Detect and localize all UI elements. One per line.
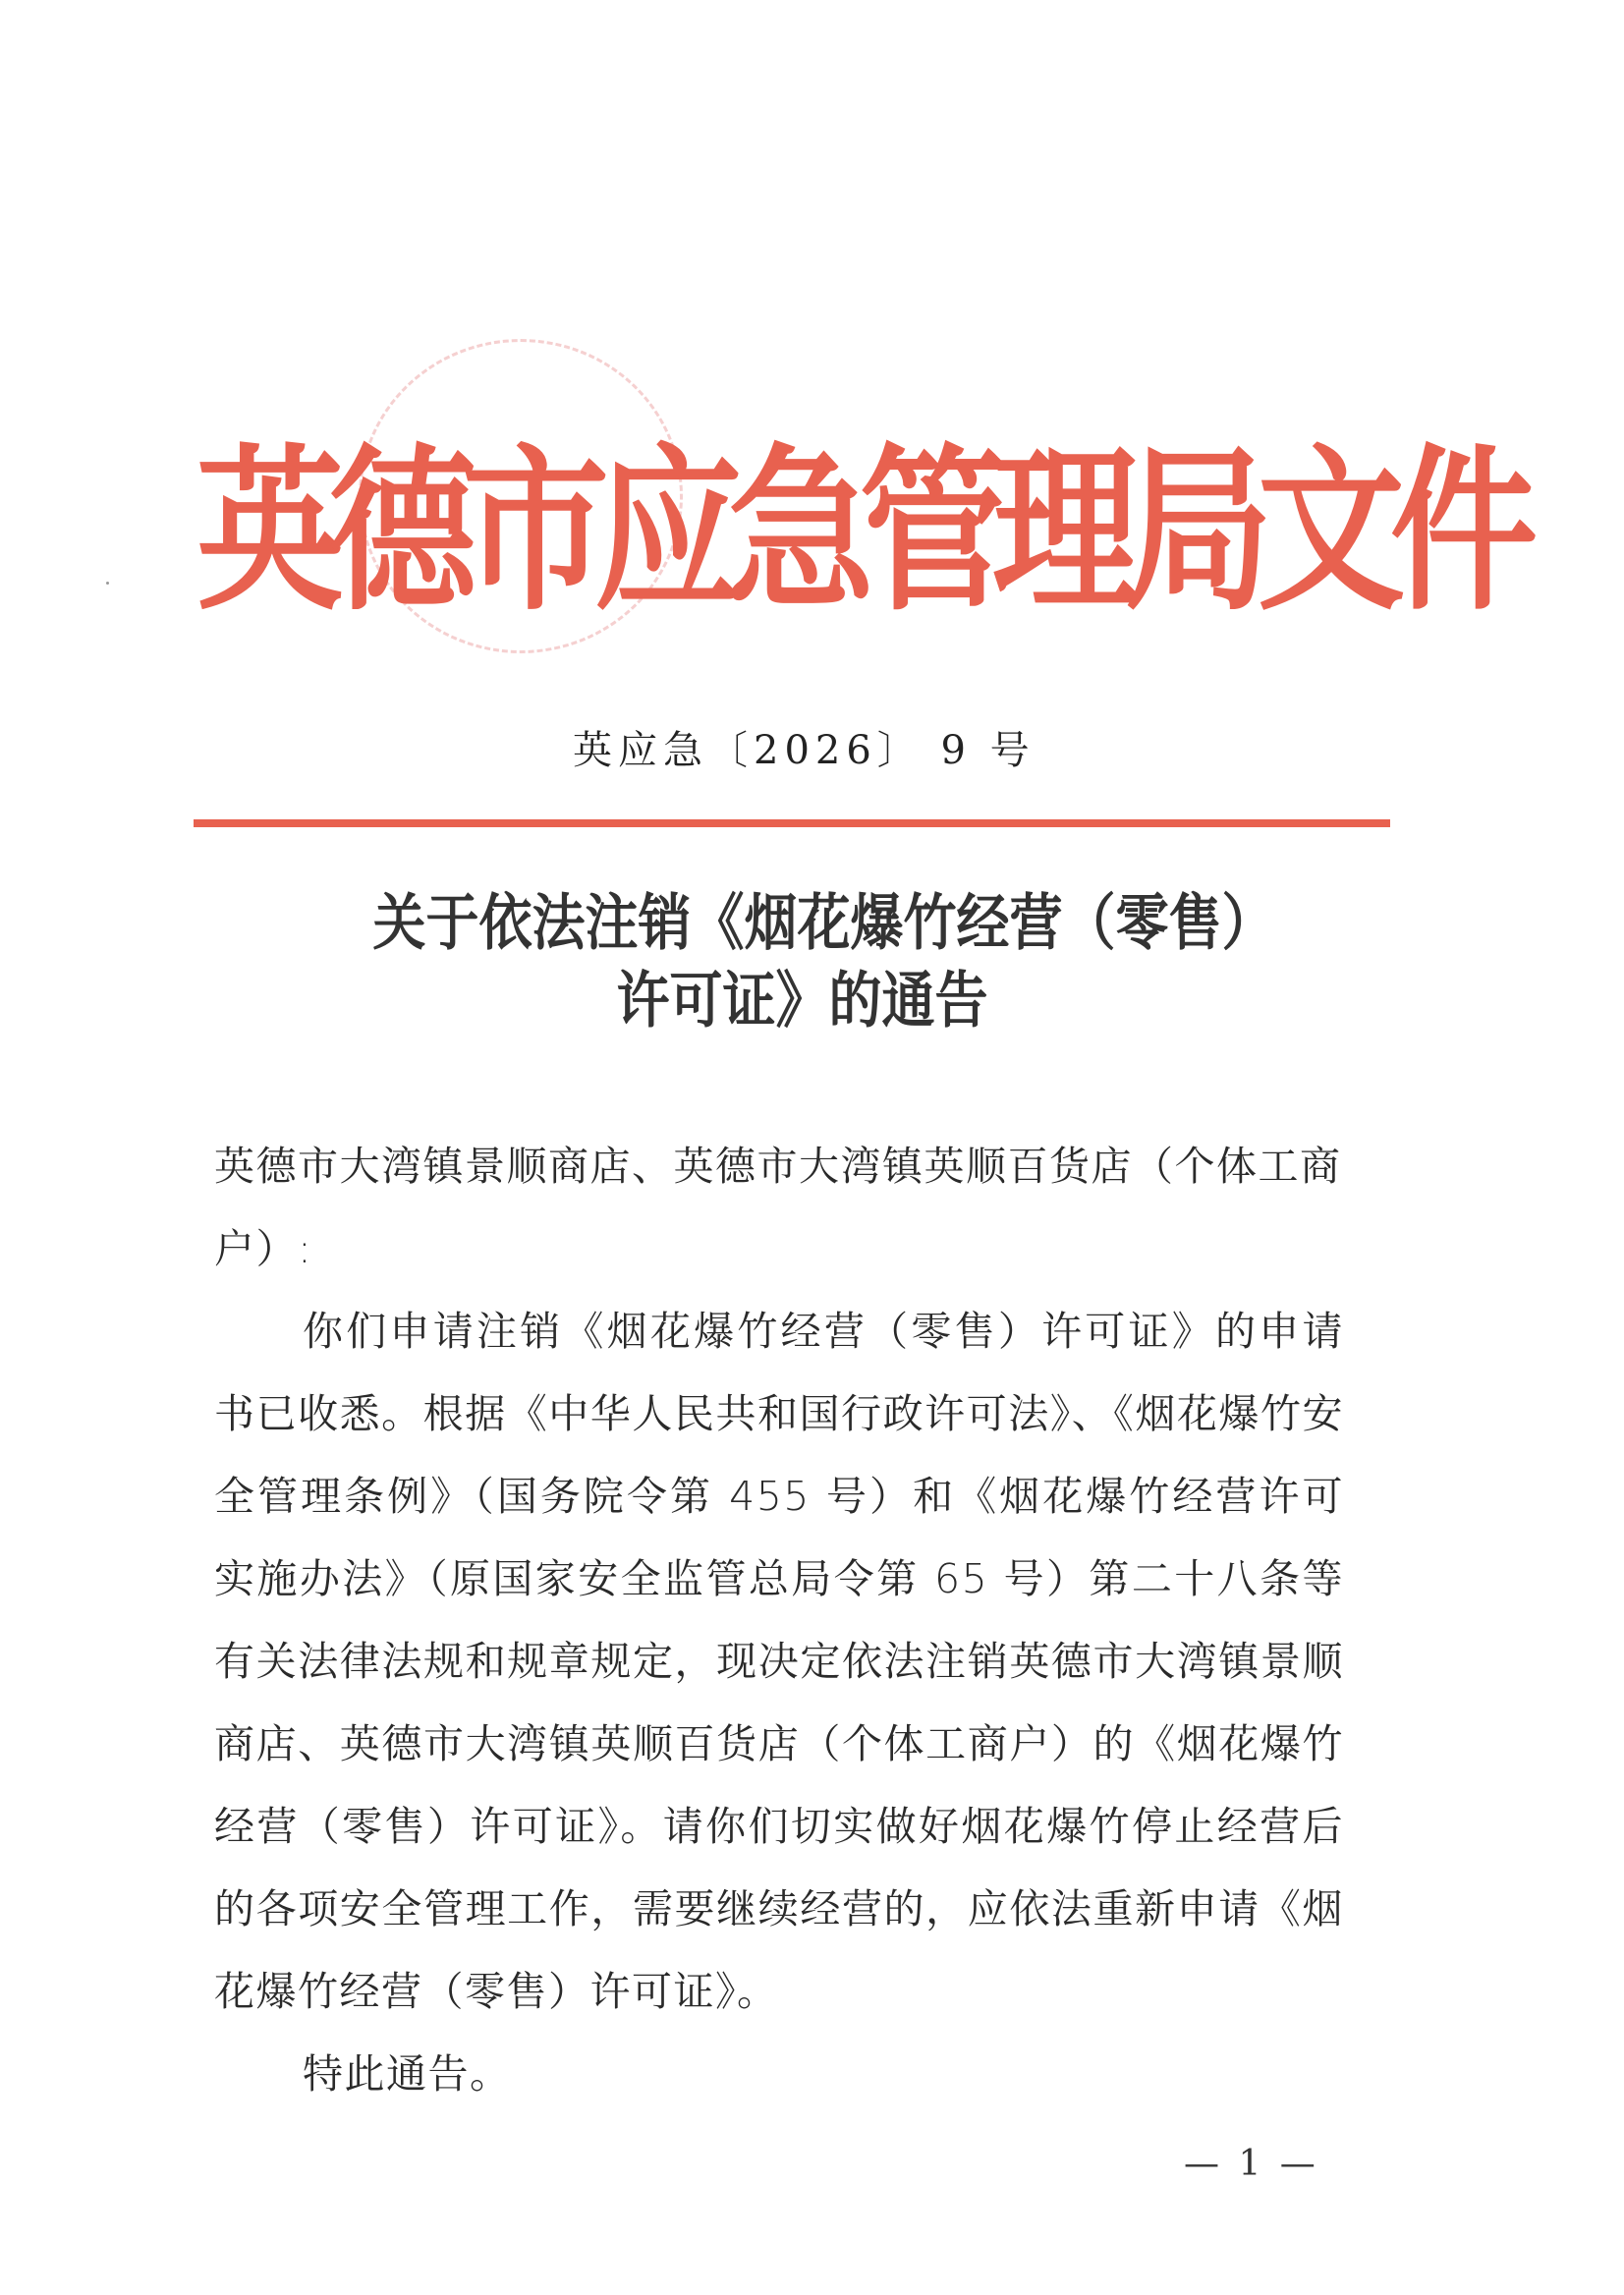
header-char: 急 (727, 427, 875, 636)
header-char: 管 (860, 427, 1008, 636)
document-title-line-1: 关于依法注销《烟花爆竹经营（零售） (372, 886, 1275, 959)
page-number: — 1 — (1184, 2144, 1319, 2184)
document-title-line-2: 许可证》的通告 (616, 964, 988, 1036)
scan-speck (106, 582, 109, 585)
document-number: 英应急〔2026〕 9 号 (573, 728, 1036, 773)
issuer-header (196, 404, 1539, 636)
red-divider-line (194, 819, 1390, 827)
header-char: 件 (1390, 427, 1539, 636)
header-char: 市 (462, 427, 610, 636)
header-char: 德 (329, 427, 477, 636)
closing-line: 特此通告。 (303, 2050, 512, 2098)
header-char: 理 (992, 427, 1141, 636)
header-char: 应 (594, 427, 743, 636)
header-char: 局 (1125, 427, 1273, 636)
header-char: 文 (1258, 427, 1406, 636)
addressee: 英德市大湾镇景顺商店、英德市大湾镇英顺百货店（个体工商户）: (214, 1143, 1342, 1272)
body-paragraph: 你们申请注销《烟花爆竹经营（零售）许可证》的申请书已收悉。根据《中华人民共和国行政许可法》、《烟花爆竹安全管理条例》（国务院令第 455 号）和《烟花爆竹经营许可实施办法》（原国家安全监管总局令第 65 号）第二十八条等有关法律法规和规章规定，现决定依法注销英德市大湾镇景顺商店、英德市大湾镇英顺百货店（个体工商户）的《烟花爆竹经营（零售）许可证》。请你们切实做好烟花爆竹停止经营后的各项安全管理工作，需要继续经营的，应依法重新申请《烟花爆竹经营（零售）许可证》。 (214, 1308, 1344, 2015)
header-char: 英 (196, 427, 345, 636)
